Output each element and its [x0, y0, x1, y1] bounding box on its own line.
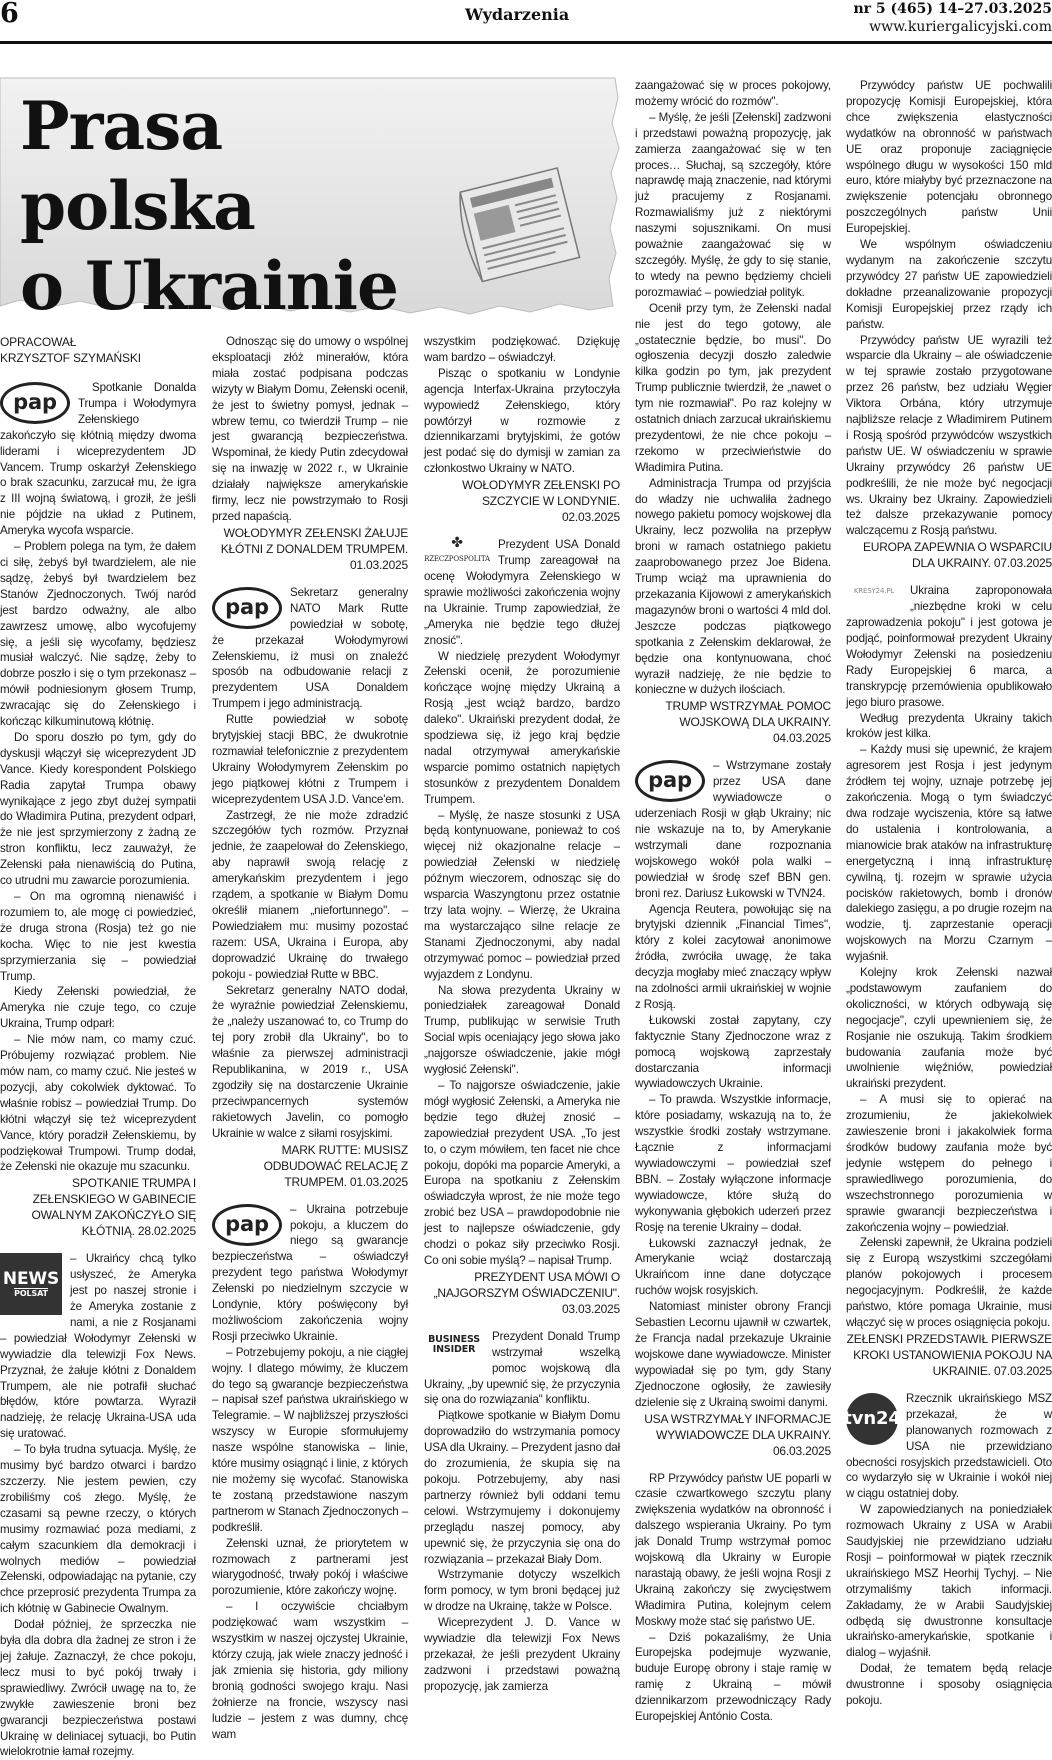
- article-title: [20, 86, 460, 326]
- tvn-logo-text: tvn24: [843, 1407, 901, 1429]
- paragraph: zaangażować się w proces pokojowy, możemy wrócić do rozmów".: [635, 79, 831, 108]
- news-logo-text: NEWS: [2, 1268, 60, 1289]
- pap-logo-text: pap: [648, 768, 692, 793]
- paragraph: Ukraina zaproponowała „niezbędne kroki w celu zaprowadzenia pokoju" i jest gotowa je podjąć, poinformował prezydent Ukrainy Wołodymyr Zełenski na posiedzeniu Rady Europejskiej 6 marca, a transkrypcję przemówienia opublikowało jego biuro prasowe.: [846, 584, 1052, 709]
- paragraph: Łukowski został zapytany, czy faktycznie Stany Zjednoczone wraz z pomocą wojskową zaprzestały dostarczania informacji wywiadowczych Ukrainie.: [635, 1013, 831, 1091]
- paragraph: Ocenił przy tym, że Zełenski nadal nie jest do tego gotowy, ale „ostatecznie będzie, bo musi". Do ogłoszenia decyzji doszło zaledwie kilka godzin po tym, jak prezydent Trump publicznie twierdził, że „nawet o tym nie rozmawiał". Po raz kolejny w ostatnich dniach zarzucał ukraińskiemu prezydentowi, że nie chce pokoju – rzekomo w przeciwieństwie do Władimira Putina.: [635, 301, 832, 474]
- paragraph: W niedzielę prezydent Wołodymyr Zełenski ocenił, że porozumienie kończące wojnę między Ukrainą a Rosją „jest wciąż bardzo, bardzo daleko". Ukraiński prezydent dodał, że spodziewa się, iż jego kraj będzie nadal otrzymywał amerykańskie wsparcie pomimo ostatnich napiętych stosunków z prezydentem Donaldem Trumpem.: [424, 649, 620, 806]
- paragraph: Na słowa prezydenta Ukrainy w poniedziałek zareagował Donald Trump, publikując w serwisie Truth Social wpis oceniający jego słowa jako „najgorsze oświadczenie, jakie mógł wygłosić Zełenski".: [424, 983, 620, 1077]
- rzeczpospolita-logo: ✤ RZECZPOSPOLITA: [424, 539, 490, 565]
- paragraph: Wiceprezydent J. D. Vance w wywiadzie dla telewizji Fox News przekazał, że jeśli prezydent Ukrainy zadzwoni i przedstawi poważną propozycję, jak zamierza: [424, 1616, 620, 1693]
- source-heading: PREZYDENT USA MÓWI O „NAJGORSZYM OŚWIADCZENIU". 03.03.2025: [433, 1269, 620, 1316]
- pap-logo-text: pap: [225, 594, 269, 619]
- paragraph: Piątkowe spotkanie w Białym Domu doprowadziło do wstrzymania pomocy USA dla Ukrainy. – Prezydent jasno dał do zrozumienia, że skupia się na pokoju. Potrzebujemy, aby nasi partnerzy również byli oddani temu celowi. Wstrzymujemy i dokonujemy przeglądu naszej pomocy, aby upewnić się, że przyczynia się ona do rozwiązania – przekazał Biały Dom.: [424, 1409, 620, 1566]
- paragraph: Zełenski zapewnił, że Ukraina podzieli się z Europą wszystkimi szczegółami planów pokojowych i procesem negocjacyjnym. Podkreślił, że każde państwo, które pomaga Ukrainie, musi włączyć się w proces osiągnięcia pokoju.: [846, 1236, 1052, 1329]
- paragraph: – To była trudna sytuacja. Myślę, że musimy być bardzo otwarci i bardzo szczerzy. Nie jestem pewien, czy zrobiliśmy coś złego. Myślę, że czasami są pewne rzeczy, o których musimy rozmawiać poza mediami, z całym szacunkiem dla demokracji i wolnych mediów – powiedział Zełenski, odpowiadając na pytanie, czy chce przeprosić prezydenta Trumpa za ich kłótnię w Gabinecie Owalnym.: [0, 1443, 196, 1616]
- paragraph: – To najgorsze oświadczenie, jakie mógł wygłosić Zełenski, a Ameryka nie będzie tego dłużej znosić – zapowiedział prezydent USA. „To jest to, o czym mówiłem, ten facet nie chce pokoju, dopóki ma poparcie Ameryki, a Europa na spotkaniu z Zełenskim oświadczyła wprost, że nie może tego zrobić bez USA – prawdopodobnie nie jest to najlepsze oświadczenie, gdy chodzi o pokaz siły przeciwko Rosji. Co oni sobie myślą? – napisał Trump.: [424, 1078, 620, 1267]
- title-banner: [0, 78, 625, 325]
- paragraph: – Ukraińcy chcą tylko usłyszeć, że Ameryka jest po naszej stronie i że Ameryka zostanie z nami, a nie z Rosjanami – powiedział Wołodymyr Zełenski w wywiadzie dla telewizji Fox News. Przyznał, że żałuje kłótni z Donaldem Trumpem, ale nie potrafił słuchać błędów, które powtarza. Wyraził nadzieję, że relację Ukraina-USA uda się uratować.: [0, 1252, 196, 1441]
- business-insider-logo: [424, 1331, 484, 1359]
- insider-logo-text: INSIDER: [432, 1343, 476, 1355]
- business-logo-text: BUSINESS: [428, 1333, 480, 1345]
- paragraph: Zastrzegł, że nie może zdradzić szczegółów tych rozmów. Przyznał jednie, że zaapelował do Zełenskiego, aby naprawił swoją relację z amerykańskim prezydentem i jego rządem, a spotkanie w Białym Domu określił mianem „niefortunnego". – Powiedziałem mu: musimy pozostać razem: USA, Ukraina i Europa, aby doprowadzić Ukrainę do trwałego pokoju - powiedział Rutte w BBC.: [212, 808, 408, 981]
- polsat-logo-text: POLSAT: [14, 1288, 48, 1298]
- issue-number: nr 5 (465) 14–27.03.2025: [853, 1, 1052, 17]
- paragraph: Przywódcy państw UE wyrazili też wsparcie dla Ukrainy – ale oświadczenie w tej sprawie zostało przygotowane przez 26 państw, bez udziału Węgier Viktora Orbána, który utrzymuje najbliższe relacje z Władimirem Putinem i Rosją spośród przywódców wszystkich państw UE. W oświadczeniu w sprawie Ukrainy przywódcy 26 państw UE podkreślili, że nie może być negocjacji ws. Ukrainy bez Ukrainy. Zapowiedzieli też dalsze przekazywanie pomocy walczącemu z Rosją państwu.: [846, 333, 1052, 538]
- newspaper-icon: [448, 160, 598, 290]
- paragraph: – Myślę, że jeśli [Zełenski] zadzwoni i przedstawi poważną propozycję, jak zamierza zaangażować się w ten proces… Słuchaj, są szczegóły, które naprawdę mają znaczenie, nad którymi już pracujemy z Rosjanami. Rozmawialiśmy już z niektórymi naszymi sojusznikami. On musi poważnie zaangażować się w szczegóły. Myślę, że gdy to się stanie, to wtedy na pewno będziemy chcieli porozmawiać – powiedział polityk.: [635, 110, 831, 299]
- page-header: [0, 0, 1052, 44]
- title-line-1: Prasa polska: [20, 87, 255, 245]
- paragraph: Spotkanie Donalda Trumpa i Wołodymyra Zełenskiego zakończyło się kłótnią między dwoma liderami i wiceprezydentem JD Vancem. Trump oskarżył Zełenskiego o brak szacunku, zarzucał mu, że igra z III wojną światową, i groził, że jeśli nie pójdzie na układ z Putinem, Ameryka wycofa wsparcie.: [0, 381, 196, 538]
- paragraph: Prezydent USA Donald Trump zareagował na ocenę Wołodymyra Zełenskiego w sprawie możliwości zakończenia wojny na Ukrainie. Trump zapowiedział, że „Ameryka nie będzie tego dłużej znosić".: [424, 538, 620, 647]
- paragraph: – Myślę, że nasze stosunki z USA będą kontynuowane, ponieważ to coś więcej niż okazjonalne relacje – powiedział Zełenski w niedzielę późnym wieczorem, odnosząc się do wsparcia Waszyngtonu przez ostatnie trzy lata wojny. – Wierzę, że Ukraina ma wystarczająco silne relacje ze Stanami Zjednoczonymi, aby nadal otrzymywać pomoc – powiedział przed wyjazdem z Londynu.: [424, 808, 620, 981]
- paragraph: Sekretarz generalny NATO Mark Rutte powiedział w sobotę, że przekazał Wołodymyrowi Zełenskiemu, iż musi on znaleźć sposób na odbudowanie relacji z prezydentem USA Donaldem Trumpem i jego administracją.: [212, 585, 408, 711]
- rzeczpospolita-logo-text: RZECZPOSPOLITA: [424, 555, 490, 564]
- paragraph: Administracja Trumpa od przyjścia do władzy nie uchwaliła żadnego nowego pakietu pomocy wojskowej dla Ukrainy, lecz pozwoliła na przepływ broni w ramach ostatniego pakietu zaaprobowanego przez Joe Bidena. Trump wciąż ma uprawnienia do przekazania Kijowowi z amerykańskich magazynów broni o wartości 4 mld dol. Jeszcze podczas piątkowego spotkania z Zełenskim deklarował, że będzie ona kontynuowana, choć wyraził nadzieję, że nie będzie to konieczne w dużych ilościach.: [635, 476, 831, 697]
- paragraph: We wspólnym oświadczeniu wydanym na zakończenie szczytu przywódcy 27 państw UE zapowiedzieli dokładne przeanalizowanie propozycji Komisji Europejskiej przez rządy ich państw.: [846, 238, 1052, 331]
- paragraph: Natomiast minister obrony Francji Sebastien Lecornu ujawnił w czwartek, że Francja nadal przekazuje Ukrainie wojskowe dane wywiadowcze. Minister wypowiadał się po tym, gdy Stany Zjednoczone ogłosiły, że zawiesiły dzielenie się z Ukrainą swoimi danymi.: [635, 1300, 831, 1409]
- kresy-logo-text: KRESY24.PL: [853, 587, 895, 596]
- paragraph: Kiedy Zełenski powiedział, że Ameryka nie czuje tego, co czuje Ukraina, Trump odparł:: [0, 985, 196, 1031]
- paragraph: Odnosząc się do umowy o wspólnej eksploatacji złóż minerałów, która miała zostać podpisana podczas wizyty w Białym Domu, Zełenski ocenił, że jest to świetny pomysł, jednak – wbrew temu, co twierdził Trump – nie jest gwarancją bezpieczeństwa. Wspominał, że kiedy Putin zdecydował się na inwazję w 2022 r., w Ukrainie działały największe amerykańskie firmy, lecz nie powstrzymało to Rosji przed napaścią.: [212, 335, 408, 523]
- website-link[interactable]: www.kuriergalicyjski.com: [869, 19, 1052, 35]
- paragraph: – Nie mów nam, co mamy czuć. Próbujemy rozwiązać problem. Nie mów nam, co mamy czuć. Nie jesteś w pozycji, aby cokolwiek dyktować. To właśnie robisz – powiedział Trump. Do kłótni włączył się też wiceprezydent Vance, który poradził Zełenskiemu, by podziękował Trumpowi. Trump dodał, że Zełenski nie okazuje mu szacunku.: [0, 1033, 196, 1174]
- paragraph: Według prezydenta Ukrainy takich kroków jest kilka.: [846, 711, 1052, 741]
- paragraph: Do sporu doszło po tym, gdy do dyskusji włączył się wiceprezydent JD Vance. Kiedy korespondent Polskiego Radia zapytał Trumpa obawy wynikające z jego zbyt dużej sympatii do Władimira Putina, prezydent odparł, że nie jest sprzymierzony z żadną ze stron konfliktu, lecz zauważył, że Zełenski pała nienawiścią do Putina, co utrudni mu zawarcie porozumienia.: [0, 730, 196, 888]
- paragraph: Zełenski uznał, że priorytetem w rozmowach z partnerami jest wiarygodność, trwały pokój i właściwe porozumienie, które zakończy wojnę.: [212, 1536, 408, 1598]
- paragraph: Sekretarz generalny NATO dodał, że wyraźnie powiedział Zełenskiemu, że „należy uszanować to, co Trump do tej pory zrobił dla Ukrainy", bo to właśnie za pierwszej administracji Republikanina, w 2019 r., USA zgodziły się na dostarczenie Ukrainie przeciwpancernych systemów rakietowych Javelin, co pomogło Ukrainie w walce z siłami rosyjskimi.: [212, 983, 408, 1140]
- paragraph: – To prawda. Wszystkie informacje, które posiadamy, wskazują na to, że wszystkie środki zostały wstrzymane. Łącznie z informacjami wywiadowczymi – powiedział szef BBN. – Zostały wyłączone informacje wywiadowcze, które służą do wykonywania głębokich uderzeń przez Rosję na terenie Ukrainy – dodał.: [635, 1093, 831, 1234]
- paragraph: W zapowiedzianych na poniedziałek rozmowach Ukrainy z USA w Arabii Saudyjskiej nie przewidziano udziału Rosji – poinformował w piątek rzecznik ukraińskiego MSZ Heorhij Tychyj. – Nie otrzymaliśmy takich informacji. Zakładamy, że w Arabii Saudyjskiej odbędą się dwustronne konsultacje ukraińsko-amerykańskie, spotkanie i dialog – wyjaśnił.: [846, 1503, 1052, 1660]
- title-line-2: o Ukrainie: [20, 247, 398, 325]
- paragraph: Prezydent Donald Trump wstrzymał wszelką pomoc wojskową dla Ukrainy, „by upewnić się, że przyczynia się ona do rozwiązania" konfliktu.: [424, 1329, 620, 1407]
- paragraph: – I oczywiście chciałbym podziękować wam wszystkim – wszystkim w naszej ojczystej Ukrainie, którzy czują, jak wiele znaczy jedność i jak zmienia się historia, gdy miliony bronią godności swojego kraju. Nasi żołnierze na froncie, wszyscy nasi ludzie – jestem z was dumny, chcę wam: [212, 1600, 408, 1741]
- paragraph: – Wstrzymane zostały przez USA dane wywiadowcze o uderzeniach Rosji w głąb Ukrainy; nic nie wskazuje na to, by Amerykanie wstrzymali dane rozpoznania wojskowego wokół pola walki – powiedział w środę szef BBN gen. broni rez. Dariusz Łukowski w TVN24.: [635, 759, 831, 900]
- kresy24-logo: [846, 585, 902, 599]
- column-4: [635, 78, 832, 1724]
- byline-author: KRZYSZTOF SZYMAŃSKI: [0, 351, 141, 365]
- source-heading: WOŁODYMYR ZEŁENSKI ŻAŁUJE KŁÓTNI Z DONALDEM TRUMPEM. 01.03.2025: [220, 525, 408, 572]
- paragraph: – A musi się to opierać na zrozumieniu, że jakiekolwiek zawieszenie broni i jakakolwiek forma środków budowy zaufania może być jedynie wstępem do pełnego i sprawiedliwego porozumienia, do wszechstronnego porozumienia w sprawie gwarancji bezpieczeństwa i zakończenia wojny – powiedział.: [846, 1093, 1052, 1234]
- paragraph: – Każdy musi się upewnić, że krajem agresorem jest Rosja i jest jedynym źródłem tej wojny, uznaje potrzebę jej zakończenia. Mogą o tym świadczyć dwa rodzaje wyciszenia, które są łatwe do ustalenia i kontrolowania, a mianowicie brak ataków na infrastrukturę energetyczną i inną infrastrukturę cywilną, tj. rozejm w sprawie użycia pocisków rakietowych, bomb i dronów dalekiego zasięgu, a po drugie rozejm na wodzie, tj. zaprzestanie operacji wojskowych na Morzu Czarnym – wyjaśnił.: [846, 743, 1052, 964]
- paragraph: – Problem polega na tym, że dałem ci siłę, żebyś był twardzielem, ale nie sądzę, żebyś był twardzielem bez Stanów Zjednoczonych. Twój naród jest bardzo odważny, ale albo zawrzesz umowę, albo wycofujemy się, a jeśli się wycofamy, będziesz musiał walczyć. Nie sądzę, żeby to dobrze poszło i się o tym przekonasz – mówił podniesionym głosem Trump, zwracając się do Zełenskiego i kończąc kilkuminutową kłótnię.: [0, 540, 196, 729]
- pap-logo-text: pap: [225, 1211, 269, 1236]
- section-title: Wydarzenia: [465, 5, 570, 24]
- paragraph: Przywódcy państw UE pochwalili propozycję Komisji Europejskiej, która chce zwiększenia elastyczności wydatków na obronność w państwach UE oraz proponuje zaciągnięcie wspólnego długu w wysokości 150 mld euro, które miałyby być przeznaczone na zwiększenie potencjału obronnego poszczególnych państw Unii Europejskiej.: [846, 79, 1052, 236]
- pap-logo: [0, 382, 70, 424]
- pap-logo-text: pap: [13, 390, 57, 415]
- source-heading: ZEŁENSKI PRZEDSTAWIŁ PIERWSZE KROKI USTANOWIENIA POKOJU NA UKRAINIE. 07.03.2025: [846, 1331, 1052, 1378]
- paragraph: – Potrzebujemy pokoju, a nie ciągłej wojny. I dlatego mówimy, że kluczem do tego są gwarancje bezpieczeństwa – napisał szef państwa ukraińskiego w Telegramie. – W najbliższej przyszłości wszyscy w Europie sformułujemy nasze wspólne stanowiska – linie, które musimy osiągnąć i linie, z których nie możemy się wycofać. Stanowiska te zostaną przedstawione naszym partnerom w Stanach Zjednoczonych – podkreślił.: [212, 1345, 408, 1534]
- paragraph: Pisząc o spotkaniu w Londynie agencja Interfax-Ukraina przytoczyła wypowiedź Zełenskiego, który powtórzył w rozmowie z dziennikarzami brytyjskimi, że gotów jest podać się do dymisji w zamian za członkostwo Ukrainy w NATO.: [424, 366, 620, 476]
- pap-logo: [212, 587, 282, 629]
- column-1: [0, 334, 196, 1759]
- paragraph: Wstrzymanie dotyczy wszelkich form pomocy, w tym broni będącej już w drodze na Ukrainę, także w Polsce.: [424, 1568, 620, 1614]
- source-heading: TRUMP WSTRZYMAŁ POMOC WOJSKOWĄ DLA UKRAINY. 04.03.2025: [665, 699, 831, 746]
- paragraph: Łukowski zaznaczył jednak, że Amerykanie wciąż dostarczają Ukraińcom inne dane dotyczące ruchów wojsk rosyjskich.: [635, 1236, 831, 1298]
- source-heading: EUROPA ZAPEWNIA O WSPARCIU DLA UKRAINY. 07.03.2025: [862, 540, 1052, 571]
- byline: [0, 334, 196, 366]
- tvn24-logo: [843, 1393, 901, 1445]
- paragraph: – Dziś pokazaliśmy, że Unia Europejska podejmuje wyzwanie, buduje Europę obrony i staje ramię w ramię z Ukrainą – mówił dziennikarzom przewodniczący Rady Europejskiej António Costa.: [635, 1630, 831, 1724]
- pap-logo: [212, 1204, 282, 1246]
- polsat-news-logo: [0, 1253, 62, 1315]
- source-heading: WOŁODYMYR ZEŁENSKI PO SZCZYCIE W LONDYNIE. 02.03.2025: [462, 478, 620, 525]
- paragraph: Agencja Reutera, powołując się na brytyjski dziennik „Financial Times", który z kolei zacytował anonimowe źródła, zwróciła uwagę, że taka decyzja mogłaby mieć znaczący wpływ na zdolności armii ukraińskiej w wojnie z Rosją.: [635, 902, 831, 1011]
- byline-label: OPRACOWAŁ: [0, 335, 77, 349]
- paragraph: Rzecznik ukraińskiego MSZ przekazał, że w planowanych rozmowach z USA nie przewidziano obecności rosyjskich przedstawicieli. Oto co wydarzyło się w Ukrainie i wokół niej w ciągu ostatniej doby.: [846, 1391, 1052, 1501]
- column-3: [424, 334, 620, 1693]
- column-5: [843, 78, 1052, 1708]
- paragraph: Rutte powiedział w sobotę brytyjskiej stacji BBC, że dwukrotnie rozmawiał telefonicznie z prezydentem Ukrainy Wołodymyrem Zełenskim po jego piątkowej kłótni z Trumpem i wiceprezydentem USA J.D. Vance'em.: [212, 713, 408, 806]
- column-2: [212, 334, 408, 1741]
- paragraph: – Ukraina potrzebuje pokoju, a kluczem do niego są gwarancje bezpieczeństwa – oświadczył prezydent tego państwa Wołodymyr Zełenski po niedzielnym szczycie w Londynie, który poświęcony był możliwościom zakończenia wojny Rosji przeciwko Ukrainie.: [212, 1202, 408, 1343]
- paragraph: Kolejny krok Zełenski nazwał „podstawowym zaufaniem do okoliczności, w których odbywają się negocjacje", czyli upewnieniem się, że Rosjanie nie oszukują. Takim środkiem budowania zaufania może być uwolnienie więźniów, powiedział ukraiński prezydent.: [846, 966, 1052, 1091]
- source-heading: SPOTKANIE TRUMPA I ZEŁENSKIEGO W GABINECIE OWALNYM ZAKOŃCZYŁO SIĘ KŁÓTNIĄ. 28.02.2025: [31, 1176, 196, 1239]
- paragraph: – On ma ogromną nienawiść i rozumiem to, ale mogę ci powiedzieć, że druga strona (Rosja) też go nie kocha. Więc to nie jest kwestia sprzymierzania się – powiedział Trump.: [0, 890, 196, 983]
- source-heading: MARK RUTTE: MUSISZ ODBUDOWAĆ RELACJĘ Z TRUMPEM. 01.03.2025: [263, 1142, 408, 1189]
- source-heading: USA WSTRZYMAŁY INFORMACJE WYWIADOWCZE DLA UKRAINY. 06.03.2025: [644, 1411, 831, 1458]
- paragraph: Dodał później, że sprzeczka nie była dla dobra dla żadnej ze stron i że jej żałuje. Zaznaczył, że chce pokoju, lecz musi to być pokój trwały i sprawiedliwy. Zwrócił uwagę na to, że zwykłe zawieszenie broni bez gwarancji bezpieczeństwa postawi Ukrainę w deliniacej sytuacji, bo Putin wielokrotnie łamał rozejmy.: [0, 1618, 196, 1759]
- paragraph: RP Przywódcy państw UE poparli w czasie czwartkowego szczytu plany zwiększenia wydatków na obronność i dalszego wspierania Ukrainy. Po tym jak Donald Trump wstrzymał pomoc wojskową dla Ukrainy w Europie narastają obawy, że jeśli wojna Rosji z Ukrainą zakończy się zwycięstwem Władimira Putina, kolejnym celem Moskwy może stać się państwo UE.: [635, 1471, 831, 1628]
- paragraph: Dodał, że tematem będą relacje dwustronne i sposoby osiągnięcia pokoju.: [846, 1662, 1052, 1708]
- issue-info: [853, 0, 1052, 36]
- page-number: 6: [0, 0, 19, 29]
- paragraph: wszystkim podziękować. Dziękuję wam bardzo – oświadczył.: [424, 335, 620, 364]
- header-rule: [0, 41, 1052, 44]
